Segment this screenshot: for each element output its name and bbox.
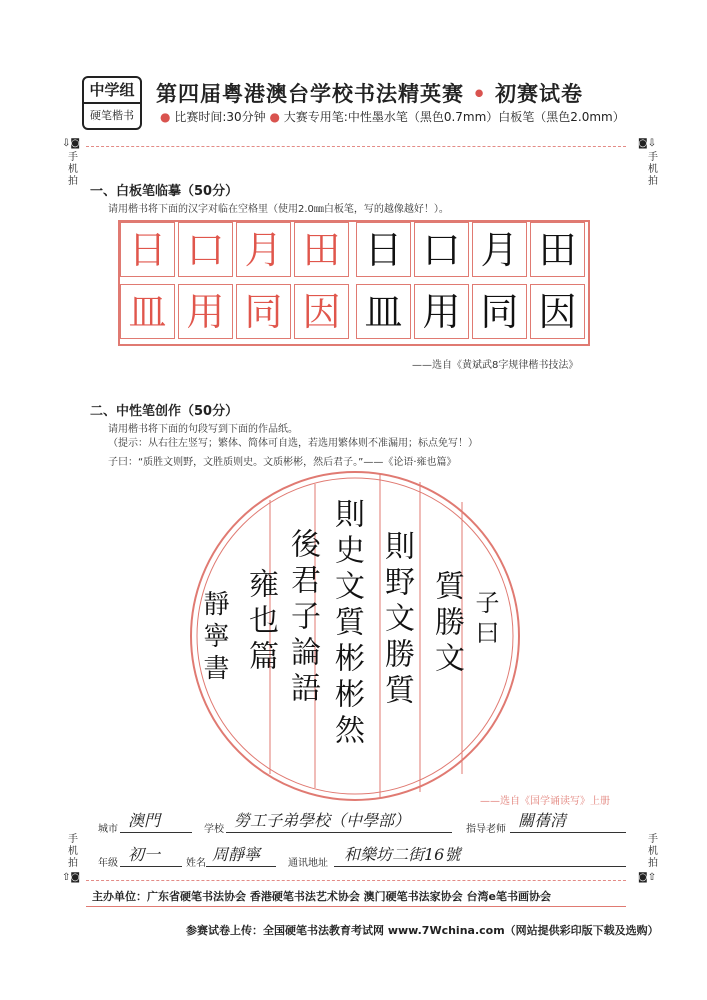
group-badge-subtitle: 硬笔楷书 bbox=[90, 109, 134, 122]
section1-instruction: 请用楷书将下面的汉字对临在空格里（使用2.0㎜白板笔，写的越像越好！）。 bbox=[108, 204, 449, 215]
school-value[interactable]: 勞工子弟學校（中學部） bbox=[234, 811, 411, 830]
bullet-icon: ● bbox=[160, 110, 171, 124]
camera-icon: ◙⇧ bbox=[638, 872, 657, 883]
cut-line-top bbox=[86, 146, 626, 147]
work-column-7: 靜寧書 bbox=[199, 590, 229, 686]
section2-source: ——选自《国学诵读写》上册 bbox=[480, 796, 610, 807]
hand-char: 口 bbox=[414, 222, 469, 277]
hand-char: 皿 bbox=[356, 284, 411, 339]
name-line bbox=[206, 866, 276, 867]
hand-char: 因 bbox=[530, 284, 585, 339]
grade-line bbox=[120, 866, 182, 867]
section2-instruction1: 请用楷书将下面的句段写到下面的作品纸。 bbox=[108, 424, 298, 435]
side-mark-left-top: 手机拍 bbox=[68, 152, 78, 187]
city-line bbox=[120, 832, 192, 833]
city-value[interactable]: 澳門 bbox=[128, 811, 161, 830]
grade-label: 年级 bbox=[98, 858, 118, 869]
upload-info[interactable]: 参赛试卷上传：全国硬笔书法教育考试网 www.7Wchina.com（网站提供彩印版下载及选购） bbox=[186, 924, 659, 937]
ref-char: 月 bbox=[236, 222, 291, 277]
title-main: 第四届粤港澳台学校书法精英赛 bbox=[156, 82, 464, 106]
group-badge-title: 中学组 bbox=[84, 78, 140, 104]
group-badge bbox=[82, 76, 142, 130]
section2-quote: 子曰：“质胜文则野，文胜质则史。文质彬彬，然后君子。”——《论语·雍也篇》 bbox=[108, 457, 457, 468]
name-value[interactable]: 周靜寧 bbox=[212, 845, 261, 864]
ref-char: 口 bbox=[178, 222, 233, 277]
hand-char: 同 bbox=[472, 284, 527, 339]
camera-icon: ◙⇩ bbox=[638, 138, 657, 149]
cut-line-bottom bbox=[86, 880, 626, 881]
hand-char: 用 bbox=[414, 284, 469, 339]
ref-char: 日 bbox=[120, 222, 175, 277]
bullet-icon: ● bbox=[269, 110, 280, 124]
page-title bbox=[156, 78, 583, 108]
school-label: 学校 bbox=[204, 824, 224, 835]
work-column-3: 則野文勝質 bbox=[379, 530, 414, 710]
ref-char: 因 bbox=[294, 284, 349, 339]
hand-char: 日 bbox=[356, 222, 411, 277]
work-column-2: 質勝文 bbox=[429, 570, 464, 678]
name-label: 姓名 bbox=[186, 858, 206, 869]
exam-info bbox=[160, 108, 625, 125]
ref-char: 同 bbox=[236, 284, 291, 339]
camera-icon: ⇧◙ bbox=[62, 872, 81, 883]
work-column-6: 雍也篇 bbox=[243, 568, 278, 676]
title-dot: • bbox=[472, 82, 487, 106]
footer-divider bbox=[86, 906, 626, 907]
hand-char: 田 bbox=[530, 222, 585, 277]
work-column-1: 子曰 bbox=[471, 590, 499, 650]
section1-heading: 一、白板笔临摹（50分） bbox=[90, 184, 239, 199]
ref-char: 用 bbox=[178, 284, 233, 339]
work-column-4: 則史文質彬彬然 bbox=[329, 498, 364, 750]
exam-time: 比赛时间:30分钟 bbox=[174, 110, 266, 124]
camera-icon: ⇩◙ bbox=[62, 138, 81, 149]
address-label: 通讯地址 bbox=[288, 858, 328, 869]
side-mark-left-bottom: 手机拍 bbox=[68, 834, 78, 869]
teacher-value[interactable]: 關蒨清 bbox=[518, 811, 567, 830]
section2-heading: 二、中性笔创作（50分） bbox=[90, 404, 239, 419]
title-suffix: 初赛试卷 bbox=[495, 82, 584, 106]
hand-char: 月 bbox=[472, 222, 527, 277]
section2-instruction2: （提示：从右往左竖写；繁体、简体可自选，若选用繁体则不准漏用；标点免写！） bbox=[108, 438, 478, 449]
address-value[interactable]: 和樂坊二街16號 bbox=[344, 845, 461, 864]
section1-source: ——选自《黄斌武8字规律楷书技法》 bbox=[412, 360, 579, 371]
work-column-5: 後君子論語 bbox=[285, 528, 320, 708]
organizers: 主办单位：广东省硬笔书法协会 香港硬笔书法艺术协会 澳门硬笔书法家协会 台湾e笔书画协会 bbox=[92, 890, 551, 903]
address-line bbox=[334, 866, 626, 867]
teacher-label: 指导老师 bbox=[466, 824, 506, 835]
teacher-line bbox=[510, 832, 626, 833]
ref-char: 皿 bbox=[120, 284, 175, 339]
side-mark-right-top: 手机拍 bbox=[648, 152, 658, 187]
school-line bbox=[226, 832, 452, 833]
city-label: 城市 bbox=[98, 824, 118, 835]
exam-pen: 大赛专用笔:中性墨水笔（黑色0.7mm）白板笔（黑色2.0mm） bbox=[283, 110, 625, 124]
grade-value[interactable]: 初一 bbox=[128, 845, 161, 864]
ref-char: 田 bbox=[294, 222, 349, 277]
side-mark-right-bottom: 手机拍 bbox=[648, 834, 658, 869]
